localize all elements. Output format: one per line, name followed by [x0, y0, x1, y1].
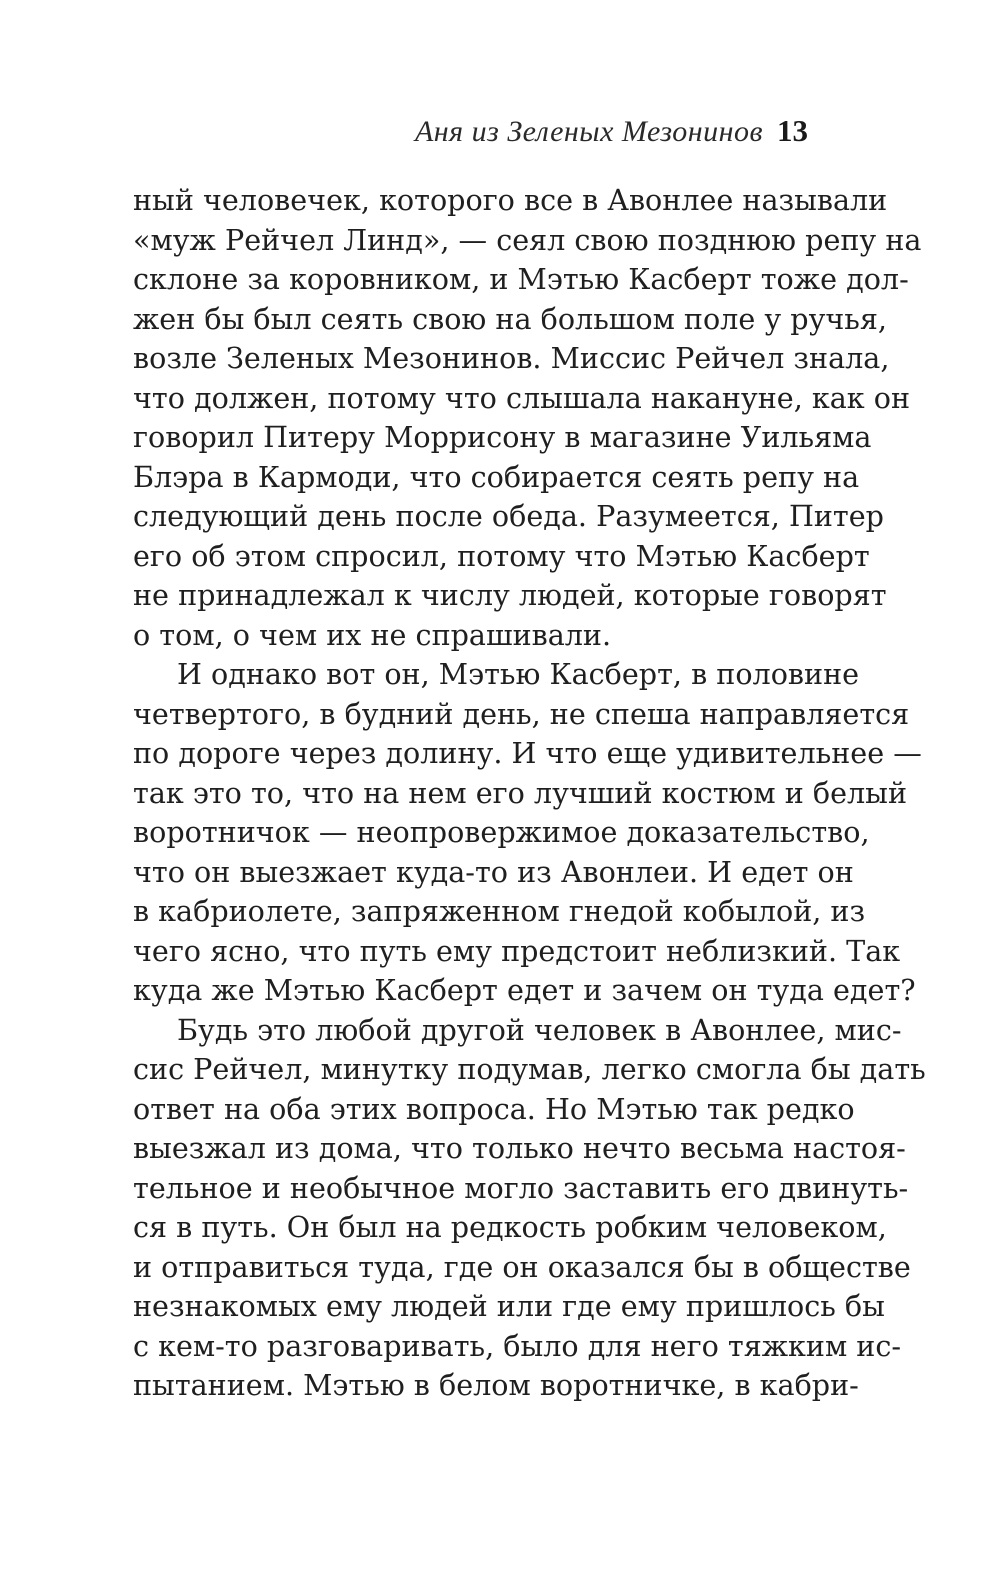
text-line: незнакомых ему людей или где ему пришлось бы — [133, 1289, 885, 1323]
text-line: Блэра в Кармоди, что собирается сеять репу на — [133, 459, 860, 494]
text-line: чего ясно, что путь ему предстоит неблизкий. Так — [133, 933, 901, 968]
text-line: И однако вот он, Мэтью Касберт, в половине — [177, 657, 860, 691]
text-line: куда же Мэтью Касберт едет и зачем он туда едет? — [133, 973, 916, 1007]
paragraph-3 — [133, 1011, 926, 1406]
text-line: ся в путь. Он был на редкость робким человеком, — [133, 1210, 887, 1244]
text-line: его об этом спросил, потому что Мэтью Касберт — [133, 538, 870, 573]
text-line: по дороге через долину. И что еще удивительнее — — [133, 736, 922, 770]
paragraph-1 — [133, 181, 922, 655]
text-line: так это то, что на нем его лучший костюм и белый — [133, 775, 907, 810]
text-line: «муж Рейчел Линд», — сеял свою позднюю репу на — [133, 222, 922, 257]
text-line: ответ на оба этих вопроса. Но Мэтью так редко — [133, 1091, 855, 1126]
book-title: Аня из Зеленых Мезонинов — [414, 115, 763, 148]
body-text — [133, 181, 926, 1406]
text-line: жен бы был сеять свою на большом поле у ручья, — [133, 301, 887, 336]
text-line: и отправиться туда, где он оказался бы в обществе — [133, 1249, 911, 1284]
running-header — [415, 113, 808, 157]
text-line: сис Рейчел, минутку подумав, легко смогла бы дать — [133, 1052, 926, 1086]
text-line: говорил Питеру Моррисону в магазине Уильяма — [133, 420, 872, 454]
text-line: о том, о чем их не спрашивали. — [133, 617, 612, 652]
text-line: с кем-то разговаривать, было для него тяжким ис- — [133, 1328, 902, 1363]
text-line: Будь это любой другой человек в Авонлее, мис- — [177, 1012, 902, 1047]
text-line: воротничок — неопровержимое доказательство, — [133, 815, 870, 849]
text-line: тельное и необычное могло заставить его двинуть- — [133, 1170, 909, 1205]
text-line: что должен, потому что слышала накануне, как он — [133, 380, 911, 415]
page-number: 13 — [777, 113, 808, 148]
text-line: склоне за коровником, и Мэтью Касберт тоже дол- — [133, 262, 909, 296]
text-line: пытанием. Мэтью в белом воротничке, в кабри- — [133, 1368, 859, 1402]
text-line: следующий день после обеда. Разумеется, Питер — [133, 499, 884, 533]
text-line: что он выезжает куда-то из Авонлеи. И едет он — [133, 854, 854, 889]
text-line: в кабриолете, запряженном гнедой кобылой, из — [133, 894, 866, 928]
text-line: выезжал из дома, что только нечто весьма настоя- — [133, 1131, 906, 1165]
paragraph-2 — [133, 655, 922, 1011]
text-line: не принадлежал к числу людей, которые говорят — [133, 578, 887, 612]
text-line: ный человечек, которого все в Авонлее называли — [133, 183, 888, 217]
text-line: возле Зеленых Мезонинов. Миссис Рейчел знала, — [133, 341, 890, 375]
text-line: четвертого, в будний день, не спеша направляется — [133, 696, 910, 731]
